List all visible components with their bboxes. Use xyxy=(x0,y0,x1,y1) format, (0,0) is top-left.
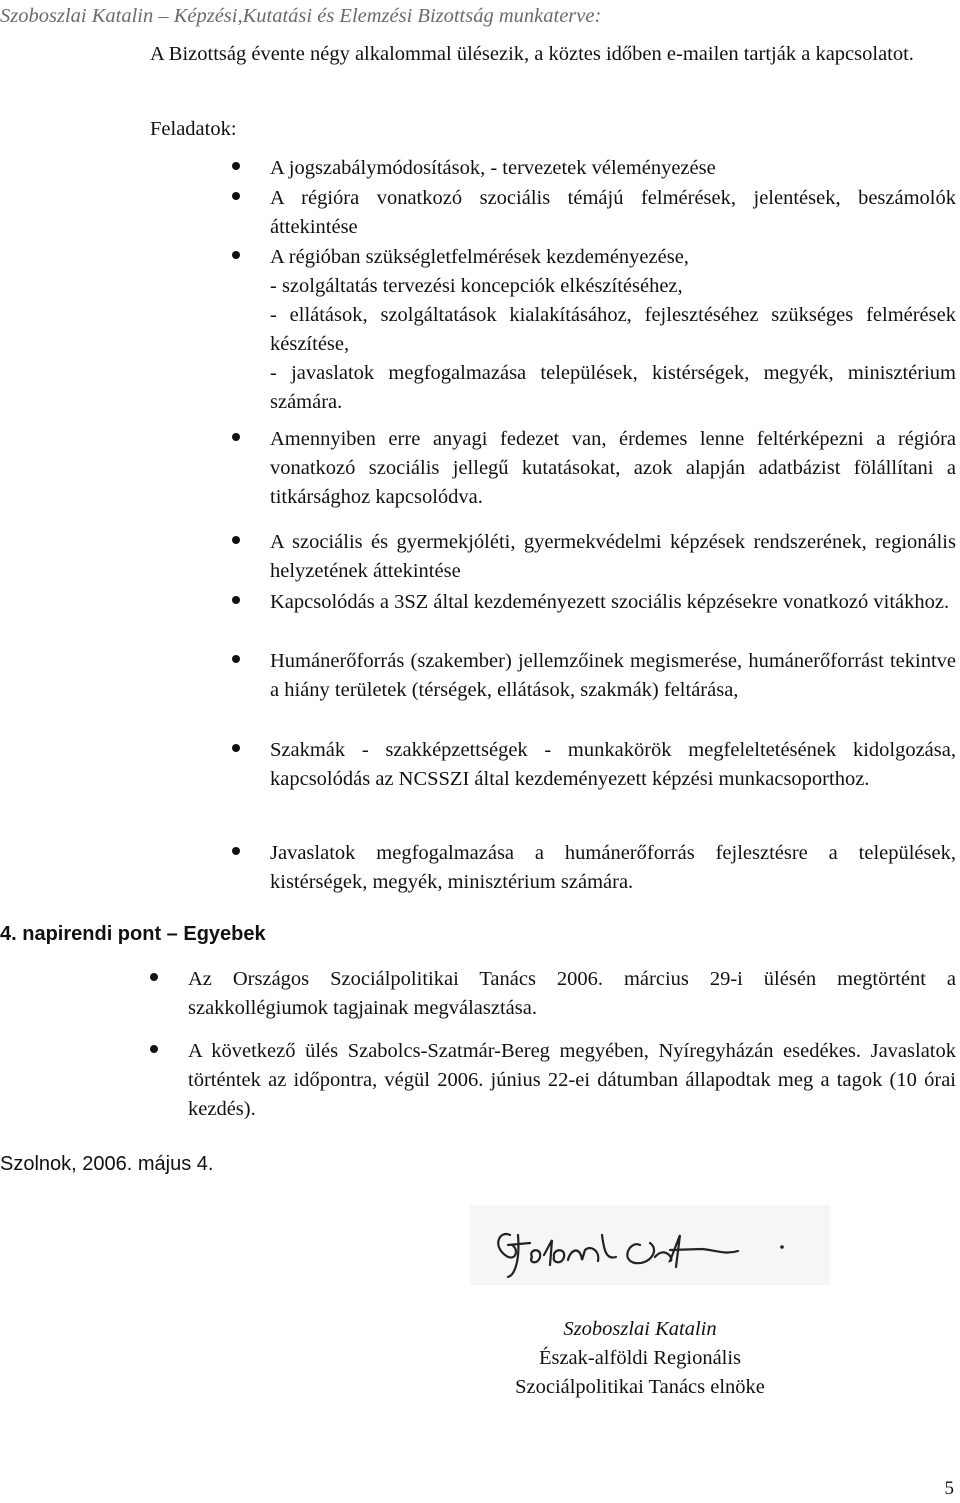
task-item: Javaslatok megfogalmazása a humánerőforrás fejlesztésre a települések, kistérségek, megyék, minisztérium számára. xyxy=(270,842,956,893)
svg-text:Szoboszlai Kat: Szoboszlai Kat xyxy=(470,1205,477,1206)
task-item: Szakmák - szakképzettségek - munkakörök megfeleltetésének kidolgozása, kapcsolódás az NCSSZI által kezdeményezett képzési munkacsoporthoz. xyxy=(270,739,956,790)
signer-name: Szoboszlai Katalin xyxy=(563,1318,717,1340)
bullet-icon xyxy=(150,973,158,981)
section4-item: A következő ülés Szabolcs-Szatmár-Bereg megyében, Nyíregyházán esedékes. Javaslatok történtek az időpontra, végül 2006. június 22-ei dátumban állapodtak meg a tagok (10 órai kezdés). xyxy=(188,1040,956,1120)
intro-paragraph: A Bizottság évente négy alkalommal ülésezik, a köztes időben e-mailen tartják a kapcsolatot. xyxy=(150,43,914,65)
bullet-icon xyxy=(232,192,240,200)
place-date: Szolnok, 2006. május 4. xyxy=(0,1153,214,1175)
task-item: A jogszabálymódosítások, - tervezetek véleményezése xyxy=(270,157,716,179)
task-subitem: - javaslatok megfogalmazása települések, kistérségek, megyék, minisztérium számára. xyxy=(270,362,956,413)
signature-icon xyxy=(470,1205,830,1285)
task-item: A szociális és gyermekjóléti, gyermekvédelmi képzések rendszerének, regionális helyzetének áttekintése xyxy=(270,531,956,582)
page-number: 5 xyxy=(944,1478,954,1499)
task-item: A régióban szükségletfelmérések kezdeményezése, xyxy=(270,246,689,268)
task-item: A régióra vonatkozó szociális témájú felmérések, jelentések, beszámolók áttekintése xyxy=(270,187,956,238)
task-item: Kapcsolódás a 3SZ által kezdeményezett szociális képzésekre vonatkozó vitákhoz. xyxy=(270,591,950,613)
bullet-icon xyxy=(232,847,240,855)
task-subitem: - szolgáltatás tervezési koncepciók elkészítéséhez, xyxy=(270,275,683,297)
bullet-icon xyxy=(232,596,240,604)
tasks-label: Feladatok: xyxy=(150,118,237,140)
task-item: Humánerőforrás (szakember) jellemzőinek megismerése, humánerőforrást tekintve a hiány területek (térségek, ellátások, szakmák) feltárása, xyxy=(270,650,956,701)
section-heading: 4. napirendi pont – Egyebek xyxy=(0,923,266,945)
bullet-icon xyxy=(232,536,240,544)
signer-role: Szociálpolitikai Tanács elnöke xyxy=(515,1376,765,1398)
task-item: Amennyiben erre anyagi fedezet van, érdemes lenne feltérképezni a régióra vonatkozó szociális jellegű kutatásokat, azok alapján adatbázist fölállítani a titkársághoz kapcsolódva. xyxy=(270,428,956,508)
page-header: Szoboszlai Katalin – Képzési,Kutatási és Elemzési Bizottság munkaterve: xyxy=(0,5,602,27)
bullet-icon xyxy=(232,433,240,441)
signature-image xyxy=(470,1205,830,1285)
bullet-icon xyxy=(232,655,240,663)
section4-item: Az Országos Szociálpolitikai Tanács 2006. március 29-i ülésén megtörtént a szakkollégiumok tagjainak megválasztása. xyxy=(188,968,956,1019)
bullet-icon xyxy=(232,744,240,752)
signer-organization: Észak-alföldi Regionális xyxy=(538,1347,742,1369)
bullet-icon xyxy=(232,162,240,170)
task-subitem: - ellátások, szolgáltatások kialakításához, fejlesztéséhez szükséges felmérések készítése, xyxy=(270,304,956,355)
bullet-icon xyxy=(232,251,240,259)
bullet-icon xyxy=(150,1045,158,1053)
